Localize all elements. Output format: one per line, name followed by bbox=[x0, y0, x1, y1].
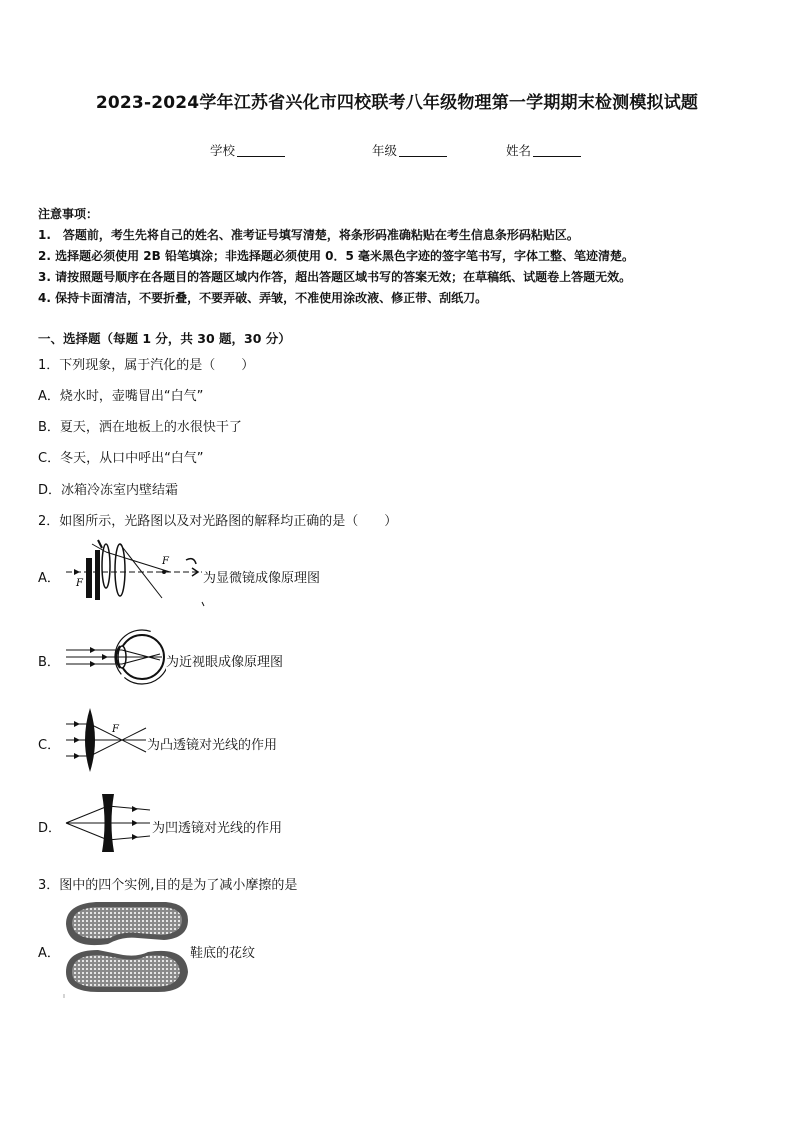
eye-icon bbox=[186, 559, 196, 564]
focal-label: F bbox=[76, 578, 83, 589]
q1-option-b: B．夏天，洒在地板上的水很快干了 bbox=[38, 420, 242, 435]
concave-lens-diagram bbox=[62, 792, 154, 854]
q2-option-a-label: A． bbox=[38, 571, 60, 586]
q3-stem: 3．图中的四个实例,目的是为了减小摩擦的是 bbox=[38, 878, 298, 893]
q2-option-d-caption: 为凹透镜对光线的作用 bbox=[152, 821, 283, 836]
q2-stem: 2．如图所示，光路图以及对光路图的解释均正确的是（ ） bbox=[38, 514, 398, 529]
convex-lens-diagram bbox=[62, 706, 152, 774]
q2-option-c-caption: 为凸透镜对光线的作用 bbox=[147, 738, 278, 753]
grade-label: 年级 bbox=[372, 143, 398, 158]
school-field bbox=[210, 141, 285, 159]
student-info-row bbox=[0, 141, 794, 161]
q1-stem: 1．下列现象，属于汽化的是（ ） bbox=[38, 358, 255, 373]
note-item: 3. 请按照题号顺序在各题目的答题区域内作答，超出答题区域书写的答案无效；在草稿纸、试题卷上答题无效。 bbox=[38, 270, 632, 284]
lens-bar bbox=[95, 550, 100, 600]
q2-option-d-label: D． bbox=[38, 821, 62, 836]
focus-point bbox=[162, 570, 166, 574]
object-bar bbox=[86, 558, 92, 598]
focal-label: F bbox=[162, 556, 169, 567]
note-item: 2. 选择题必须使用 2B 铅笔填涂；非选择题必须使用 0．5 毫米黑色字迹的签字笔书写，字体工整、笔迹清楚。 bbox=[38, 249, 634, 263]
q2-option-b-caption: 为近视眼成像原理图 bbox=[166, 655, 284, 670]
note-item: 4. 保持卡面清洁，不要折叠，不要弄破、弄皱，不准使用涂改液、修正带、刮纸刀。 bbox=[38, 291, 488, 305]
shoe-sole-image bbox=[62, 900, 192, 1000]
q3-option-a-caption: 鞋底的花纹 bbox=[190, 946, 256, 961]
microscope-diagram bbox=[62, 536, 212, 614]
focal-label: F bbox=[112, 724, 119, 735]
name-field bbox=[506, 141, 581, 159]
q2-option-a-caption: 为显微镜成像原理图 bbox=[203, 571, 321, 586]
q3-option-a-label: A． bbox=[38, 946, 60, 961]
eyepiece-lens bbox=[115, 544, 125, 596]
note-item: 1. 答题前，考生先将自己的姓名、准考证号填写清楚，将条形码准确粘贴在考生信息条形码粘贴区。 bbox=[38, 228, 579, 242]
name-blank bbox=[533, 144, 581, 157]
page-title: 2023-2024学年江苏省兴化市四校联考八年级物理第一学期期末检测模拟试题 bbox=[95, 93, 699, 113]
section-heading: 一、选择题（每题 1 分，共 30 题，30 分） bbox=[38, 331, 291, 346]
q1-option-c: C．冬天，从口中呼出“白气” bbox=[38, 451, 204, 466]
name-label: 姓名 bbox=[506, 143, 532, 158]
school-label: 学校 bbox=[210, 143, 236, 158]
arrow-icon bbox=[74, 569, 80, 575]
notes-heading: 注意事项： bbox=[38, 207, 99, 221]
school-blank bbox=[237, 144, 285, 157]
grade-field bbox=[372, 141, 447, 159]
q1-option-a: A．烧水时，壶嘴冒出“白气” bbox=[38, 389, 204, 404]
notes-block bbox=[38, 204, 634, 309]
q2-option-c-label: C． bbox=[38, 738, 61, 753]
q1-option-d: D．冰箱冷冻室内壁结霜 bbox=[38, 483, 179, 498]
q2-option-b-label: B． bbox=[38, 655, 60, 670]
grade-blank bbox=[399, 144, 447, 157]
eye-diagram bbox=[62, 624, 166, 690]
